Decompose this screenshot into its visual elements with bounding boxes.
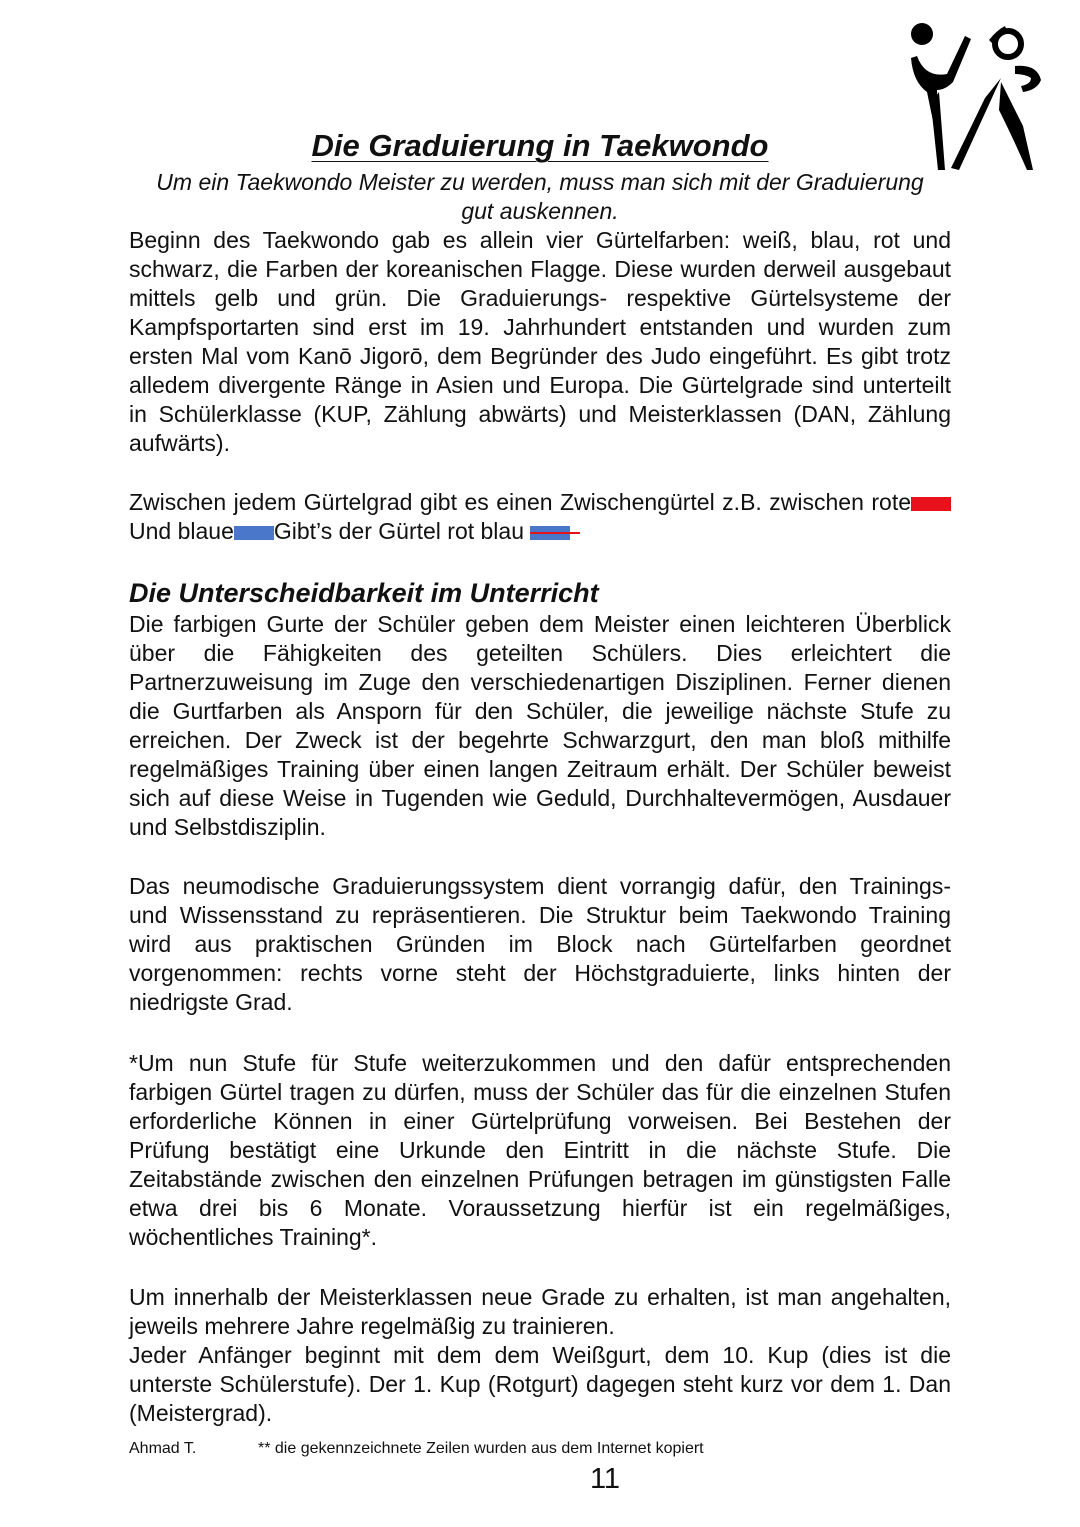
paragraph-exam: *Um nun Stufe für Stufe weiterzukommen und den dafür entsprechenden farbigen Gürtel tragen zu dürfen, muss der Schüler das für die einzelnen Stufen erforderliche Können in einer Gürtelprüfung vorweisen. Bei Bestehen der Prüfung bestätigt eine Urkunde den Eintritt in die nächste Stufe. Die Zeitabstände zwischen den einzelnen Prüfungen betragen im günstigsten Falle etwa drei bis 6 Monate. Voraussetzung hierfür ist ein regelmäßiges, wöchentliches Training*. (129, 1050, 951, 1250)
intermediate-belt-text-3: Gibt’s der Gürtel rot blau (273, 518, 524, 544)
footer-author: Ahmad T. (129, 1440, 197, 1457)
red-blue-belt-swatch (530, 526, 570, 540)
intermediate-belt-text-2: Und blaue (129, 518, 234, 544)
intermediate-belt-text-1: Zwischen jedem Gürtelgrad gibt es einen Zwischengürtel z.B. zwischen rote (129, 489, 911, 515)
footer-note: ** die gekennzeichnete Zeilen wurden aus dem Internet kopiert (258, 1440, 704, 1457)
section-heading: Die Unterscheidbarkeit im Unterricht (129, 578, 599, 608)
blue-belt-swatch (234, 526, 274, 540)
paragraph-distinction: Die farbigen Gurte der Schüler geben dem Meister einen leichteren Überblick über die Fähigkeiten des geteilten Schülers. Dies erleichtert die Partnerzuweisung im Zuge den verschiedenartigen Disziplinen. Ferner dienen die Gurtfarben als Ansporn für den Schüler, die jeweilige nächste Stufe zu erreichen. Der Zweck ist der begehrte Schwarzgurt, den man bloß mithilfe regelmäßiges Training über einen langen Zeitraum erhält. Der Schüler beweist sich auf diese Weise in Tugenden wie Geduld, Durchhaltevermögen, Ausdauer und Selbstdisziplin. (129, 611, 951, 840)
subtitle: Um ein Taekwondo Meister zu werden, muss man sich mit der Graduierung gut auskennen. (156, 169, 924, 224)
page-title: Die Graduierung in Taekwondo (311, 128, 769, 163)
page-number: 11 (589, 1463, 621, 1495)
paragraph-history: Beginn des Taekwondo gab es allein vier Gürtelfarben: weiß, blau, rot und schwarz, die Farben der koreanischen Flagge. Diese wurden derweil ausgebaut mittels gelb und grün. Die Graduierungs- respektive Gürtelsysteme der Kampfsportarten sind erst im 19. Jahrhundert entstanden und wurden zum ersten Mal vom Kanō Jigorō, dem Begründer des Judo eingeführt. Es gibt trotz alledem divergente Ränge in Asien und Europa. Die Gürtelgrade sind unterteilt in Schülerklasse (KUP, Zählung abwärts) und Meisterklassen (DAN, Zählung aufwärts). (129, 227, 951, 456)
paragraph-master-classes: Um innerhalb der Meisterklassen neue Grade zu erhalten, ist man angehalten, jeweils mehrere Jahre regelmäßig zu trainieren. (129, 1284, 951, 1339)
paragraph-system: Das neumodische Graduierungssystem dient vorrangig dafür, den Trainings- und Wissensstand zu repräsentieren. Die Struktur beim Taekwondo Training wird aus praktischen Gründen im Block nach Gürtelfarben geordnet vorgenommen: rechts vorne steht der Höchstgraduierte, links hinten der niedrigste Grad. (129, 873, 951, 1015)
paragraph-beginner: Jeder Anfänger beginnt mit dem dem Weißgurt, dem 10. Kup (dies ist die unterste Schülerstufe). Der 1. Kup (Rotgurt) dagegen steht kurz vor dem 1. Dan (Meistergrad). (129, 1342, 951, 1426)
paragraph-intermediate-belt (129, 488, 951, 546)
red-belt-swatch (911, 497, 951, 511)
